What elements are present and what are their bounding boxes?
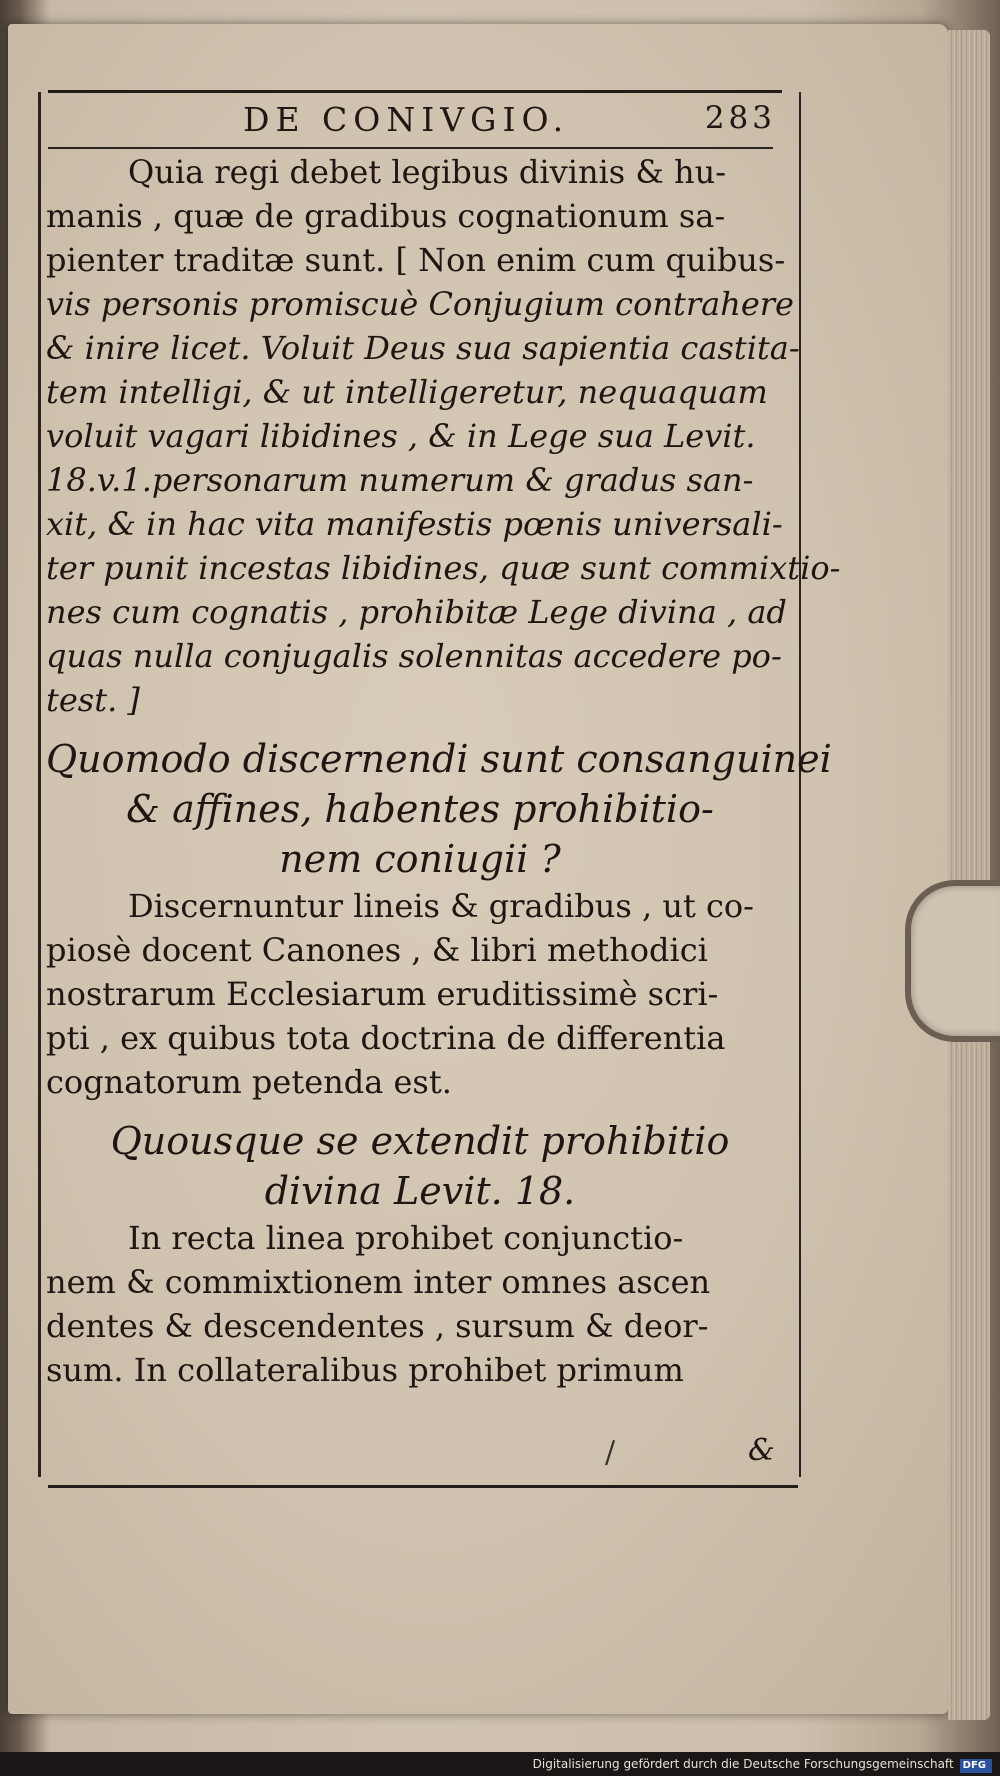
text-line: Discernuntur lineis & gradibus , ut co- [128, 887, 754, 925]
text-line: nes cum cognatis , prohibitæ Lege divina , ad [46, 593, 787, 631]
section-heading: nem coniugii ? [279, 837, 561, 881]
text-line: nem & commixtionem inter omnes ascen [46, 1263, 711, 1301]
text-line: xit, & in hac vita manifestis pœnis universali- [46, 505, 783, 543]
text-line: nostrarum Ecclesiarum eruditissimè scri- [46, 975, 719, 1013]
text-line: vis personis promiscuè Conjugium contrahere [46, 285, 794, 323]
text-line: Quia regi debet legibus divinis & hu- [128, 153, 727, 191]
header-rule [48, 147, 773, 149]
text-line: tem intelligi, & ut intelligeretur, nequaquam [46, 373, 768, 411]
footer-credit: Digitalisierung gefördert durch die Deutsche Forschungsgemeinschaft [532, 1757, 954, 1771]
page-number: 283 [704, 100, 776, 136]
footer-credit-bar [0, 1752, 1000, 1776]
dfg-logo-icon: DFG [960, 1759, 992, 1773]
text-line: 18.v.1.personarum numerum & gradus san- [46, 461, 754, 499]
section-heading: Quousque se extendit prohibitio [110, 1119, 730, 1163]
text-line: piosè docent Canones , & libri methodici [46, 931, 708, 969]
bottom-rule [48, 1485, 798, 1488]
text-line: dentes & descendentes , sursum & deor- [46, 1307, 709, 1345]
text-line: voluit vagari libidines , & in Lege sua Levit. [46, 417, 756, 455]
running-header [48, 100, 782, 144]
body-text [46, 150, 841, 1392]
text-line: test. ] [46, 681, 140, 719]
running-title: DE CONIVGIO. [243, 100, 570, 139]
text-line: pienter traditæ sunt. [ Non enim cum quibus- [46, 241, 786, 279]
text-line: ter punit incestas libidines, quæ sunt commixtio- [46, 549, 841, 587]
text-line: In recta linea prohibet conjunctio- [128, 1219, 684, 1257]
top-rule [48, 90, 782, 93]
section-heading: & affines, habentes prohibitio- [126, 787, 714, 831]
text-line: & inire licet. Voluit Deus sua sapientia castita- [46, 329, 800, 367]
catchword: & [748, 1433, 775, 1468]
stray-mark: / [605, 1435, 616, 1470]
text-line: sum. In collateralibus prohibet primum [46, 1351, 684, 1389]
text-line: quas nulla conjugalis solennitas accedere po- [46, 637, 782, 675]
book-clasp [905, 880, 1000, 1042]
text-line: pti , ex quibus tota doctrina de differentia [46, 1019, 726, 1057]
text-line: manis , quæ de gradibus cognationum sa- [46, 197, 726, 235]
page-edges [948, 30, 990, 1720]
section-heading: Quomodo discernendi sunt consanguinei [46, 737, 832, 781]
text-line: cognatorum petenda est. [46, 1063, 452, 1101]
section-heading: divina Levit. 18. [264, 1169, 576, 1213]
